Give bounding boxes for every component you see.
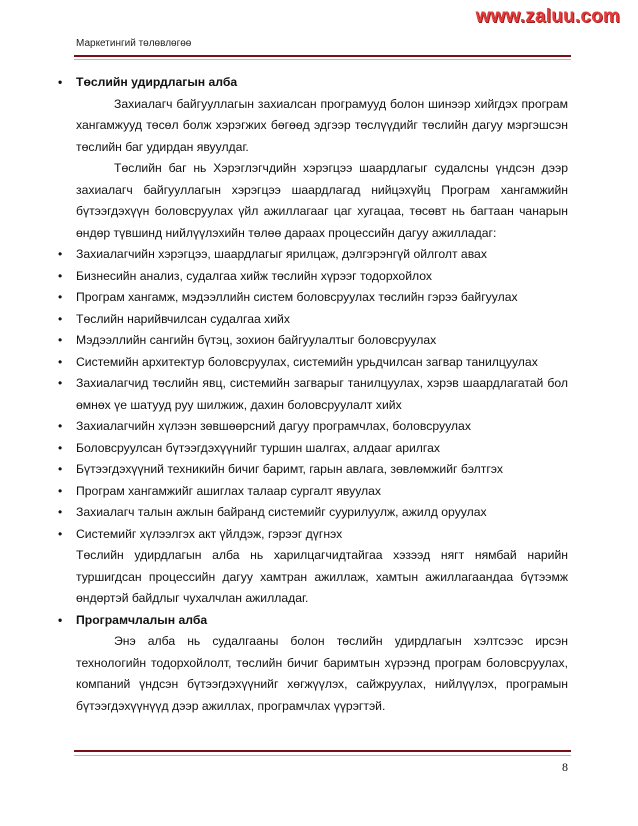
page-number: 8 [562,760,568,774]
footer-rule-grey [74,755,571,756]
paragraph: Захиалагч байгууллагын захиалсан програмууд болон шинээр хийгдэх програм хангамжууд төсөл болж хэрэгжих бөгөөд эдгээр төслүүдийг төслийн дагуу мэргэшсэн төслийн баг удирдан явуулдаг. [76,96,568,154]
list-item: • Системийн архитектур боловсруулах, системийн урьдчилсан загвар танилцуулах [76,352,568,374]
list-item: • Төслийн нарийвчилсан судалгаа хийх [76,309,568,331]
document-body [76,72,568,717]
header-rule-red [74,55,571,57]
list-item: • Захиалагчид төслийн явц, системийн загварыг танилцуулах, хэрэв шаардлагатай бол өмнөх үе шатууд руу шилжиж, дахин боловсруулалт хийх [76,373,568,416]
footer-rule-red [74,750,571,752]
watermark-text: www.zaluu.com [475,6,620,27]
list-item: • Захиалагч талын ажлын байранд системийг суурилуулж, ажилд оруулах [76,502,568,524]
list-item: • Системийг хүлээлгэх акт үйлдэж, гэрээг дүгнэх [76,524,568,546]
paragraph: Энэ алба нь судалгааны болон төслийн удирдлагын хэлтсээс ирсэн технологийн тодорхойлолт, төслийн бичиг баримтын хүрээнд програм боловсруулах, компаний үндсэн бүтээгдэхүүнийг хөгжүүлэх, сайжруулах, нийлүүлэх, програмын бүтээгдэхүүнүүд дээр ажиллах, програмчлах үүрэгтэй. [76,634,568,713]
section-heading-programming: • Програмчлалын алба [76,610,568,632]
list-item: • Захиалагчийн хүлээн зөвшөөрсний дагуу програмчлах, боловсруулах [76,416,568,438]
page-header-title: Маркетингий төлөвлөгөө [76,38,192,49]
section-heading-project-management: • Төслийн удирдлагын алба [76,72,568,94]
list-item: • Бизнесийн анализ, судалгаа хийж төслийн хүрээг тодорхойлох [76,266,568,288]
list-item: • Програм хангамжийг ашиглах талаар сургалт явуулах [76,481,568,503]
list-item: • Бүтээгдэхүүний техникийн бичиг баримт, гарын авлага, зөвлөмжийг бэлтгэх [76,459,568,481]
list-item: • Захиалагчийн хэрэгцээ, шаардлагыг ярилцаж, дэлгэрэнгүй ойлголт авах [76,244,568,266]
header-rule-grey [74,59,571,60]
list-item: • Мэдээллийн сангийн бүтэц, зохион байгуулалтыг боловсруулах [76,330,568,352]
paragraph: Төслийн баг нь Хэрэглэгчдийн хэрэгцээ шаардлагыг судалсны үндсэн дээр захиалагч байгууллагын хэрэгцээ шаардлагад нийцэхүйц Програм хангамжийн бүтээгдэхүүн боловсруулах үйл ажиллагааг цаг хугацаа, төсөвт нь багтаан чанарын өндөр түвшинд нийлүүлэхийн төлөө дараах процессийн дагуу ажилладаг: [76,161,568,240]
list-item: • Програм хангамж, мэдээллийн систем боловсруулах төслийн гэрээ байгуулах [76,287,568,309]
paragraph: Төслийн удирдлагын алба нь харилцагчидтайгаа хэзээд нягт нямбай нарийн туршигдсан процессийн дагуу хамтран ажиллаж, хамтын ажиллагаандаа бүтээмж өндөртэй байдлыг чухалчлан ажилладаг. [76,548,568,605]
list-item: • Боловсруулсан бүтээгдэхүүнийг туршин шалгах, алдааг арилгах [76,438,568,460]
